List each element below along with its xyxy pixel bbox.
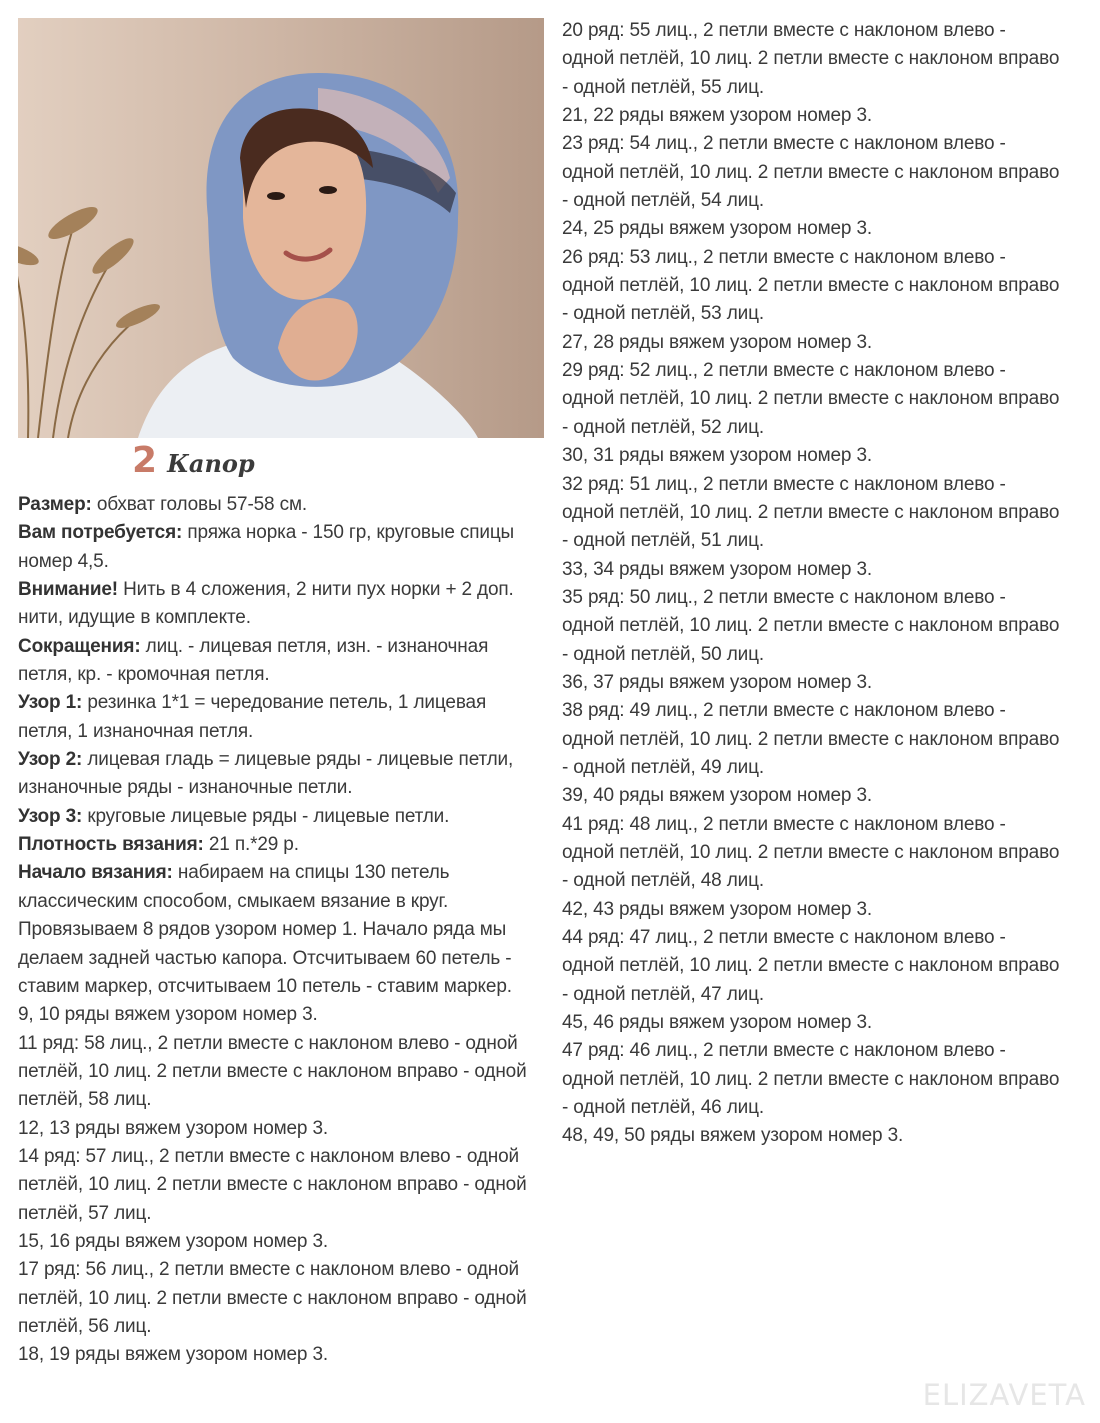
row-instruction: 48, 49, 50 ряды вяжем узором номер 3.	[562, 1125, 904, 1147]
row-instruction: 39, 40 ряды вяжем узором номер 3.	[562, 785, 873, 807]
row-instruction: 24, 25 ряды вяжем узором номер 3.	[562, 218, 873, 240]
pattern-2-paragraph: Узор 2: лицевая гладь = лицевые ряды - лицевые петли, изнаночные ряды - изнаночные петли.	[18, 749, 514, 799]
attention-paragraph: Внимание! Нить в 4 сложения, 2 нити пух норки + 2 доп. нити, идущие в комплекте.	[18, 579, 514, 629]
row-instruction: 29 ряд: 52 лиц., 2 петли вместе с наклоном влево - одной петлёй, 10 лиц. 2 петли вместе с наклоном вправо - одной петлёй, 52 лиц.	[562, 360, 1060, 438]
size-paragraph: Размер: обхват головы 57-58 см.	[18, 494, 307, 515]
watermark: ELIZAVETA	[922, 1378, 1086, 1412]
model-photo-illustration	[18, 18, 544, 438]
row-instruction: 33, 34 ряды вяжем узором номер 3.	[562, 558, 873, 580]
row-instruction: 42, 43 ряды вяжем узором номер 3.	[562, 898, 873, 920]
abbreviations-paragraph: Сокращения: лиц. - лицевая петля, изн. - изнаночная петля, кр. - кромочная петля.	[18, 635, 489, 686]
row-instruction: 23 ряд: 54 лиц., 2 петли вместе с наклоном влево - одной петлёй, 10 лиц. 2 петли вместе с наклоном вправо - одной петлёй, 54 лиц.	[562, 133, 1060, 212]
row-instruction: 30, 31 ряды вяжем узором номер 3.	[562, 445, 873, 467]
section-number: 2	[132, 440, 158, 481]
row-instruction: 35 ряд: 50 лиц., 2 петли вместе с наклоном влево - одной петлёй, 10 лиц. 2 петли вместе с наклоном вправо - одной петлёй, 50 лиц.	[562, 586, 1060, 665]
start-paragraph: Начало вязания: набираем на спицы 130 петель классическим способом, смыкаем вязание в круг. Провязываем 8 рядов узором номер 1. Начало ряда мы делаем задней частью капора. Отсчитываем 60 петель - ставим маркер, отсчитываем 10 петель - ставим маркер.	[18, 862, 512, 997]
row-instruction: 20 ряд: 55 лиц., 2 петли вместе с наклоном влево - одной петлёй, 10 лиц. 2 петли вместе с наклоном вправо - одной петлёй, 55 лиц.	[562, 20, 1060, 98]
row-instruction: 11 ряд: 58 лиц., 2 петли вместе с наклоном влево - одной петлёй, 10 лиц. 2 петли вместе с наклоном вправо - одной петлёй, 58 лиц.	[18, 1032, 527, 1111]
instructions-left-column	[18, 491, 543, 1370]
materials-paragraph: Вам потребуется: пряжа норка - 150 гр, круговые спицы номер 4,5.	[18, 522, 515, 572]
row-instruction: 9, 10 ряды вяжем узором номер 3.	[18, 1004, 318, 1026]
pattern-3-paragraph: Узор 3: круговые лицевые ряды - лицевые петли.	[18, 805, 450, 827]
model-photo	[18, 18, 544, 438]
row-instruction: 27, 28 ряды вяжем узором номер 3.	[562, 331, 873, 353]
row-instruction: 17 ряд: 56 лиц., 2 петли вместе с наклоном влево - одной петлёй, 10 лиц. 2 петли вместе с наклоном вправо - одной петлёй, 56 лиц.	[18, 1259, 527, 1337]
row-instruction: 32 ряд: 51 лиц., 2 петли вместе с наклоном влево - одной петлёй, 10 лиц. 2 петли вместе с наклоном вправо - одной петлёй, 51 лиц.	[562, 473, 1060, 552]
row-instruction: 45, 46 ряды вяжем узором номер 3.	[562, 1012, 873, 1034]
pattern-1-paragraph: Узор 1: резинка 1*1 = чередование петель, 1 лицевая петля, 1 изнаночная петля.	[18, 692, 487, 742]
row-instruction: 36, 37 ряды вяжем узором номер 3.	[562, 671, 873, 693]
gauge-paragraph: Плотность вязания: 21 п.*29 р.	[18, 834, 299, 856]
section-heading	[132, 440, 255, 488]
row-instruction: 15, 16 ряды вяжем узором номер 3.	[18, 1230, 329, 1252]
instructions-right-column	[562, 17, 1062, 1151]
section-title: Капор	[167, 449, 255, 478]
row-instruction: 38 ряд: 49 лиц., 2 петли вместе с наклоном влево - одной петлёй, 10 лиц. 2 петли вместе с наклоном вправо - одной петлёй, 49 лиц.	[562, 700, 1060, 778]
row-instruction: 41 ряд: 48 лиц., 2 петли вместе с наклоном влево - одной петлёй, 10 лиц. 2 петли вместе с наклоном вправо - одной петлёй, 48 лиц.	[562, 813, 1060, 892]
row-instruction: 14 ряд: 57 лиц., 2 петли вместе с наклоном влево - одной петлёй, 10 лиц. 2 петли вместе с наклоном вправо - одной петлёй, 57 лиц.	[18, 1145, 527, 1224]
row-instruction: 47 ряд: 46 лиц., 2 петли вместе с наклоном влево - одной петлёй, 10 лиц. 2 петли вместе с наклоном вправо - одной петлёй, 46 лиц.	[562, 1040, 1060, 1119]
row-instruction: 26 ряд: 53 лиц., 2 петли вместе с наклоном влево - одной петлёй, 10 лиц. 2 петли вместе с наклоном вправо - одной петлёй, 53 лиц.	[562, 246, 1060, 325]
row-instruction: 44 ряд: 47 лиц., 2 петли вместе с наклоном влево - одной петлёй, 10 лиц. 2 петли вместе с наклоном вправо - одной петлёй, 47 лиц.	[562, 927, 1060, 1005]
row-instruction: 18, 19 ряды вяжем узором номер 3.	[18, 1344, 329, 1366]
row-instruction: 12, 13 ряды вяжем узором номер 3.	[18, 1117, 329, 1139]
row-instruction: 21, 22 ряды вяжем узором номер 3.	[562, 105, 873, 127]
